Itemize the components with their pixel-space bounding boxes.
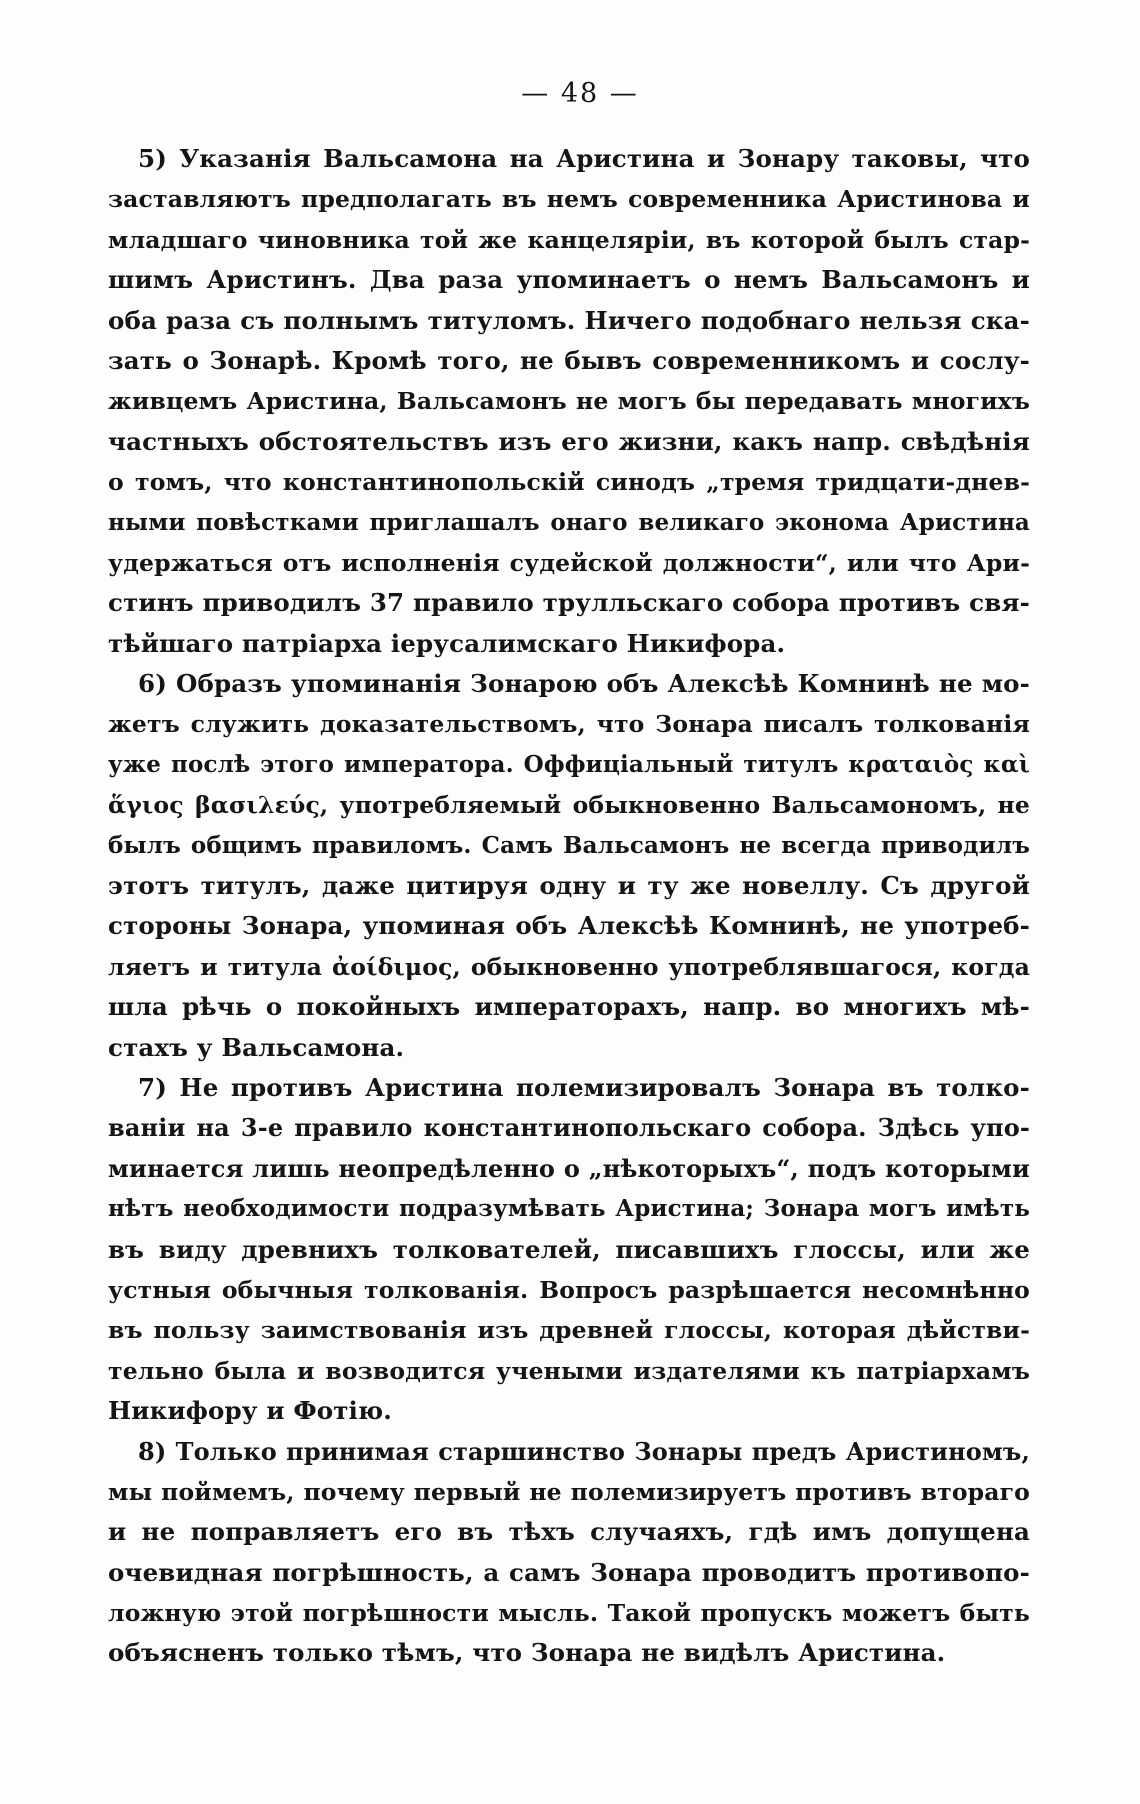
text-line: уже послѣ этого императора. Оффиціальный титулъ κραταιὸς καὶ bbox=[108, 750, 1030, 778]
text-line: очевидная погрѣшность, а самъ Зонара проводитъ противопо- bbox=[108, 1557, 1030, 1587]
paragraph bbox=[108, 139, 1030, 664]
text-line: стороны Зонара, упоминая объ Алексѣѣ Комнинѣ, не употреб- bbox=[108, 911, 1030, 941]
text-line: частныхъ обстоятельствъ изъ его жизни, какъ напр. свѣдѣнія bbox=[108, 426, 1030, 456]
text-line: минается лишь неопредѣленно о „нѣкоторыхъ“, подъ которыми bbox=[108, 1153, 1030, 1183]
text-line: стахъ у Вальсамона. bbox=[108, 1032, 405, 1062]
text-line: тельно была и возводится учеными издателями къ патріархамъ bbox=[108, 1356, 1030, 1385]
text-line: Никифору и Фотію. bbox=[108, 1396, 392, 1426]
text-line: нѣтъ необходимости подразумѣвать Аристина; Зонара могъ имѣть bbox=[108, 1195, 1030, 1223]
text-line: былъ общимъ правиломъ. Самъ Вальсамонъ не всегда приводилъ bbox=[108, 831, 1030, 859]
text-line: ἅγιος βασιλεύς, употребляемый обыкновенно Вальсамономъ, не bbox=[108, 791, 1030, 820]
text-line: заставляютъ предполагать въ немъ современника Аристинова и bbox=[108, 185, 1030, 214]
text-line: 6) Образъ упоминанія Зонарою объ Алексѣѣ Комнинѣ не мо- bbox=[138, 669, 1030, 699]
text-line: 5) Указанія Вальсамона на Аристина и Зонару таковы, что bbox=[138, 144, 1030, 173]
text-line: удержаться отъ исполненія судейской должности“, или что Ари- bbox=[108, 548, 1030, 577]
text-line: 8) Только принимая старшинство Зонары предъ Аристиномъ, bbox=[138, 1436, 1030, 1466]
text-line: ложную этой погрѣшности мысль. Такой пропускъ можетъ быть bbox=[108, 1599, 1030, 1628]
text-line: въ пользу заимствованія изъ древней глоссы, которая дѣйстви- bbox=[108, 1316, 1030, 1345]
text-line: тѣйшаго патріарха іерусалимскаго Никифора. bbox=[108, 628, 786, 658]
text-line: шла рѣчь о покойныхъ императорахъ, напр. во многихъ мѣ- bbox=[108, 992, 1030, 1022]
text-line: мы поймемъ, почему первый не полемизируетъ противъ втораго bbox=[108, 1477, 1030, 1506]
paragraph bbox=[108, 1432, 1030, 1674]
text-line: о томъ, что константинопольскій синодъ „тремя тридцати-днев- bbox=[108, 468, 1030, 497]
text-line: въ виду древнихъ толкователей, писавшихъ глоссы, или же bbox=[108, 1234, 1030, 1264]
text-line: зать о Зонарѣ. Кромѣ того, не бывъ современникомъ и сослу- bbox=[108, 345, 1030, 375]
text-line: стинъ приводилъ 37 правило трулльскаго собора противъ свя- bbox=[108, 588, 1030, 618]
text-line: младшаго чиновника той же канцеляріи, въ которой былъ стар- bbox=[108, 225, 1030, 254]
text-line: и не поправляетъ его въ тѣхъ случаяхъ, гдѣ имъ допущена bbox=[108, 1517, 1030, 1547]
paragraph bbox=[108, 1068, 1030, 1432]
text-line: ляетъ и титула ἀοίδιμος, обыкновенно употреблявшагося, когда bbox=[108, 952, 1030, 981]
text-line: объясненъ только тѣмъ, что Зонара не видѣлъ Аристина. bbox=[108, 1638, 946, 1668]
text-line: ными повѣстками приглашалъ онаго великаго эконома Аристина bbox=[108, 508, 1030, 536]
text-line: живцемъ Аристина, Вальсамонъ не могъ бы передавать многихъ bbox=[108, 387, 1030, 416]
page-number: — 48 — bbox=[521, 78, 639, 109]
paragraph bbox=[108, 664, 1030, 1068]
text-line: 7) Не противъ Аристина полемизировалъ Зонара въ толко- bbox=[138, 1072, 1030, 1102]
text-line: ваніи на 3-е правило константинопольскаго собора. Здѣсь упо- bbox=[108, 1113, 1030, 1143]
text-line: оба раза съ полнымъ титуломъ. Ничего подобнаго нельзя ска- bbox=[108, 305, 1030, 335]
text-body bbox=[108, 139, 1030, 1674]
text-line: устныя обычныя толкованія. Вопросъ разрѣшается несомнѣнно bbox=[108, 1275, 1030, 1304]
text-line: жетъ служить доказательствомъ, что Зонара писалъ толкованія bbox=[108, 710, 1030, 739]
text-line: шимъ Аристинъ. Два раза упоминаетъ о немъ Вальсамонъ и bbox=[108, 265, 1030, 295]
text-line: этотъ титулъ, даже цитируя одну и ту же новеллу. Съ другой bbox=[108, 871, 1030, 901]
